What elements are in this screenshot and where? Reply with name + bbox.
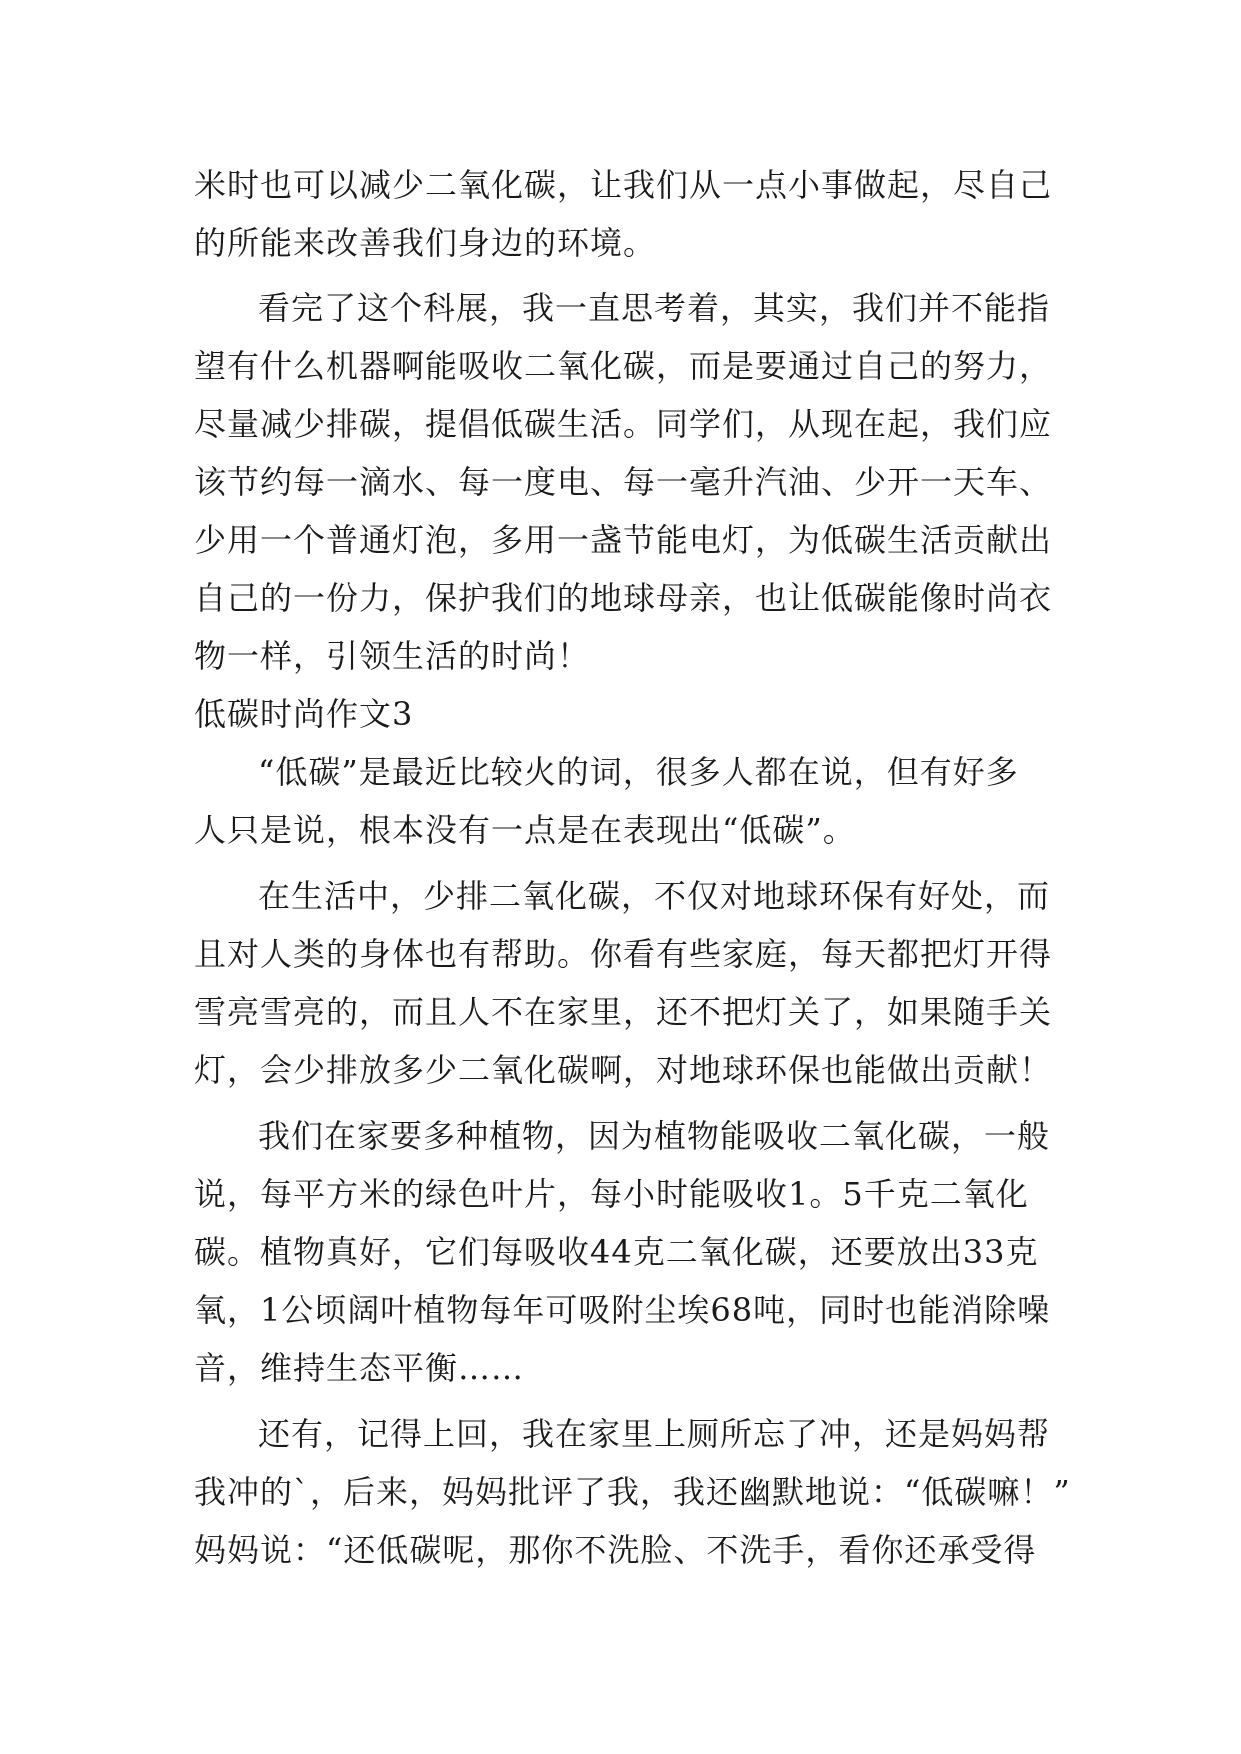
text-line: 的所能来改善我们身边的环境。 — [194, 224, 657, 262]
text-line: 尽量减少排碳，提倡低碳生活。同学们，从现在起，我们应 — [194, 405, 1053, 443]
paragraph-start-line: 看完了这个科展，我一直思考着，其实，我们并不能指 — [258, 289, 1051, 327]
text-line: 且对人类的身体也有帮助。你看有些家庭，每天都把灯开得 — [194, 935, 1053, 973]
text-line: 物一样，引领生活的时尚！ — [194, 637, 591, 675]
paragraph-start-line: 还有，记得上回，我在家里上厕所忘了冲，还是妈妈帮 — [258, 1415, 1051, 1453]
text-line: 该节约每一滴水、每一度电、每一毫升汽油、少开一天车、 — [194, 463, 1053, 501]
text-line: 人只是说，根本没有一点是在表现出“低碳”。 — [194, 811, 856, 849]
text-line: 灯，会少排放多少二氧化碳啊，对地球环保也能做出贡献！ — [194, 1051, 1053, 1089]
text-line: 我冲的`，后来，妈妈批评了我，我还幽默地说：“低碳嘛！” — [194, 1473, 1071, 1511]
text-line: 碳。植物真好，它们每吸收44克二氧化碳，还要放出33克 — [194, 1233, 1039, 1271]
paragraph-start-line: “低碳”是最近比较火的词，很多人都在说，但有好多 — [258, 753, 1019, 791]
text-line: 音，维持生态平衡…… — [194, 1349, 525, 1387]
paragraph-start-line: 我们在家要多种植物，因为植物能吸收二氧化碳，一般 — [258, 1117, 1051, 1155]
text-line: 少用一个普通灯泡，多用一盏节能电灯，为低碳生活贡献出 — [194, 521, 1053, 559]
text-line: 说，每平方米的绿色叶片，每小时能吸收1。5千克二氧化 — [194, 1175, 1029, 1213]
text-line: 氧，1公顷阔叶植物每年可吸附尘埃68吨，同时也能消除噪 — [194, 1291, 1051, 1329]
section-heading: 低碳时尚作文3 — [194, 695, 414, 733]
text-line: 雪亮雪亮的，而且人不在家里，还不把灯关了，如果随手关 — [194, 993, 1053, 1031]
text-line: 米时也可以减少二氧化碳，让我们从一点小事做起，尽自己 — [194, 166, 1053, 204]
text-line: 望有什么机器啊能吸收二氧化碳，而是要通过自己的努力， — [194, 347, 1053, 385]
text-line: 自己的一份力，保护我们的地球母亲，也让低碳能像时尚衣 — [194, 579, 1053, 617]
paragraph-start-line: 在生活中，少排二氧化碳，不仅对地球环保有好处，而 — [258, 877, 1051, 915]
text-line: 妈妈说：“还低碳呢，那你不洗脸、不洗手，看你还承受得 — [194, 1531, 1037, 1569]
